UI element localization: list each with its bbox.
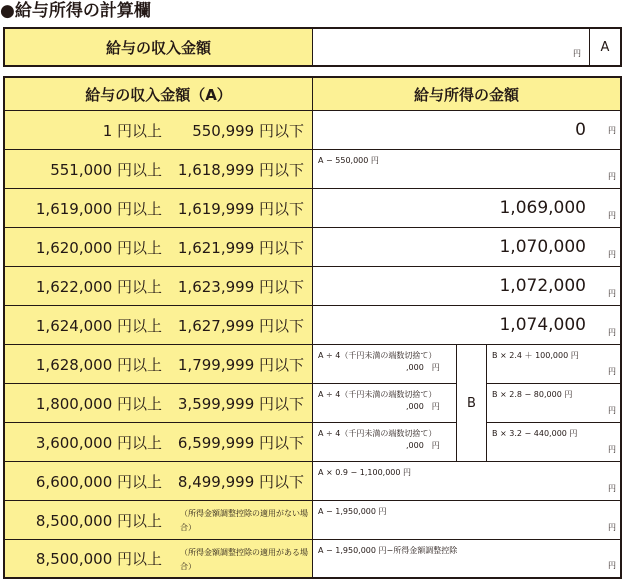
range-from: 1,628,000 円以上 bbox=[35, 355, 162, 374]
income-letter: A bbox=[589, 29, 620, 65]
amount-unit: 円 bbox=[608, 484, 616, 493]
condition-note: （所得金額調整控除の適用がない場合） bbox=[180, 509, 308, 532]
condition-note: （所得金額調整控除の適用がある場合） bbox=[180, 548, 308, 571]
range-from: 1,620,000 円以上 bbox=[35, 238, 162, 257]
amount-unit: 円 bbox=[608, 561, 616, 570]
range-from: 1,622,000 円以上 bbox=[35, 277, 162, 296]
income-unit: 円 bbox=[573, 49, 581, 58]
amount-unit: 円 bbox=[608, 126, 616, 135]
amount-unit: 円 bbox=[608, 523, 616, 532]
amount: 1,072,000 bbox=[499, 276, 586, 296]
amount-unit: 円 bbox=[608, 211, 616, 220]
range-to: 3,599,999 円以下 bbox=[177, 394, 304, 413]
table-row bbox=[5, 501, 620, 540]
formula: B × 2.4 ＋ 100,000 円 bbox=[492, 351, 579, 360]
amount: 1,070,000 bbox=[499, 237, 586, 257]
formula: A − 1,950,000 円−所得金額調整控除 bbox=[318, 546, 458, 555]
amount-unit: 円 bbox=[608, 250, 616, 259]
b-formula: A ÷ 4（千円未満の端数切捨て） bbox=[318, 351, 437, 360]
table-row bbox=[5, 384, 620, 423]
range-from: 6,600,000 円以上 bbox=[35, 472, 162, 491]
range-to: 1,618,999 円以下 bbox=[177, 160, 304, 179]
table-row bbox=[5, 306, 620, 345]
table-row bbox=[5, 345, 620, 384]
range-from: 1,800,000 円以上 bbox=[35, 394, 162, 413]
header-right: 給与所得の金額 bbox=[413, 85, 519, 104]
table-header bbox=[5, 78, 620, 111]
formula: B × 3.2 − 440,000 円 bbox=[492, 429, 578, 438]
amount-unit: 円 bbox=[608, 406, 616, 415]
table-row bbox=[5, 267, 620, 306]
amount: 0 bbox=[575, 120, 586, 140]
table-row bbox=[5, 540, 620, 577]
range-from: 8,500,000 円以上 bbox=[35, 550, 162, 568]
formula: A × 0.9 − 1,100,000 円 bbox=[318, 468, 412, 477]
range-to: 1,619,999 円以下 bbox=[177, 199, 304, 218]
table-row bbox=[5, 150, 620, 189]
range-to: 1,627,999 円以下 bbox=[177, 316, 304, 335]
range-to: 1,621,999 円以下 bbox=[177, 238, 304, 257]
range-from: 1,619,000 円以上 bbox=[35, 199, 162, 218]
amount: 1,069,000 bbox=[499, 198, 586, 218]
range-to: 6,599,999 円以下 bbox=[177, 433, 304, 452]
income-label: 給与の収入金額 bbox=[5, 29, 313, 65]
range-from: 1 円以上 bbox=[102, 121, 162, 140]
table-row bbox=[5, 462, 620, 501]
header-left: 給与の収入金額（A） bbox=[5, 78, 313, 110]
range-to: 8,499,999 円以下 bbox=[177, 472, 304, 491]
table-row bbox=[5, 228, 620, 267]
formula: A − 1,950,000 円 bbox=[318, 507, 387, 516]
b-unit: ,000 円 bbox=[406, 363, 440, 372]
b-label: B bbox=[456, 345, 487, 462]
formula: A − 550,000 円 bbox=[318, 156, 379, 165]
range-from: 3,600,000 円以上 bbox=[35, 433, 162, 452]
table-row bbox=[5, 189, 620, 228]
range-to: 1,799,999 円以下 bbox=[177, 355, 304, 374]
amount-unit: 円 bbox=[608, 328, 616, 337]
range-from: 1,624,000 円以上 bbox=[35, 316, 162, 335]
table-row bbox=[5, 423, 620, 462]
range-to: 550,999 円以下 bbox=[192, 121, 304, 140]
amount-unit: 円 bbox=[608, 445, 616, 454]
table-row bbox=[5, 111, 620, 150]
formula: B × 2.8 − 80,000 円 bbox=[492, 390, 573, 399]
calculation-table bbox=[3, 76, 622, 579]
b-unit: ,000 円 bbox=[406, 402, 440, 411]
section-title: ●給与所得の計算欄 bbox=[0, 1, 151, 21]
b-unit: ,000 円 bbox=[406, 441, 440, 450]
amount-unit: 円 bbox=[608, 367, 616, 376]
range-from: 551,000 円以上 bbox=[50, 160, 162, 179]
amount: 1,074,000 bbox=[499, 315, 586, 335]
income-input-table bbox=[3, 27, 622, 67]
range-from: 8,500,000 円以上 bbox=[35, 511, 162, 530]
b-formula: A ÷ 4（千円未満の端数切捨て） bbox=[318, 429, 437, 438]
range-to: 1,623,999 円以下 bbox=[177, 277, 304, 296]
amount-unit: 円 bbox=[608, 289, 616, 298]
amount-unit: 円 bbox=[608, 172, 616, 181]
b-formula: A ÷ 4（千円未満の端数切捨て） bbox=[318, 390, 437, 399]
